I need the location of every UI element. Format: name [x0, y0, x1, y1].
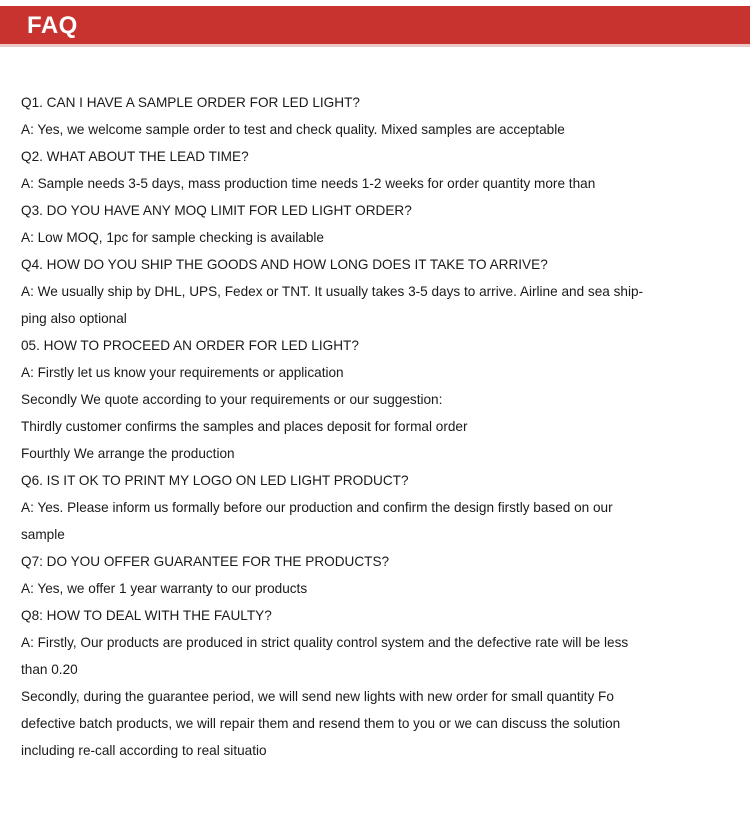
answer-7: A: Yes, we offer 1 year warranty to our products	[21, 581, 308, 596]
answer-8-line-1: A: Firstly, Our products are produced in strict quality control system and the defective rate will be less	[21, 635, 629, 650]
question-2: Q2. WHAT ABOUT THE LEAD TIME?	[21, 149, 249, 164]
answer-6-line-2: sample	[21, 527, 65, 542]
question-6: Q6. IS IT OK TO PRINT MY LOGO ON LED LIGHT PRODUCT?	[21, 473, 409, 488]
answer-8-line-4: defective batch products, we will repair them and resend them to you or we can discuss the solution	[21, 716, 621, 731]
answer-5-line-2: Secondly We quote according to your requirements or our suggestion:	[21, 392, 443, 407]
question-1: Q1. CAN I HAVE A SAMPLE ORDER FOR LED LIGHT?	[21, 95, 360, 110]
answer-4-line-1: A: We usually ship by DHL, UPS, Fedex or TNT. It usually takes 3-5 days to arrive. Airline and sea ship-	[21, 284, 644, 299]
faq-header-bar	[0, 6, 750, 47]
answer-2: A: Sample needs 3-5 days, mass production time needs 1-2 weeks for order quantity more than	[21, 176, 596, 191]
faq-body	[21, 89, 721, 764]
faq-title: FAQ	[27, 12, 78, 39]
answer-5-line-3: Thirdly customer confirms the samples and places deposit for formal order	[21, 419, 468, 434]
answer-5-line-1: A: Firstly let us know your requirements or application	[21, 365, 344, 380]
answer-1: A: Yes, we welcome sample order to test and check quality. Mixed samples are acceptable	[21, 122, 565, 137]
answer-8-line-3: Secondly, during the guarantee period, we will send new lights with new order for small quantity Fo	[21, 689, 614, 704]
question-4: Q4. HOW DO YOU SHIP THE GOODS AND HOW LONG DOES IT TAKE TO ARRIVE?	[21, 257, 548, 272]
question-3: Q3. DO YOU HAVE ANY MOQ LIMIT FOR LED LIGHT ORDER?	[21, 203, 412, 218]
answer-5-line-4: Fourthly We arrange the production	[21, 446, 235, 461]
question-8: Q8: HOW TO DEAL WITH THE FAULTY?	[21, 608, 272, 623]
answer-3: A: Low MOQ, 1pc for sample checking is available	[21, 230, 324, 245]
question-7: Q7: DO YOU OFFER GUARANTEE FOR THE PRODUCTS?	[21, 554, 390, 569]
question-5: 05. HOW TO PROCEED AN ORDER FOR LED LIGHT?	[21, 338, 359, 353]
answer-8-line-5: including re-call according to real situatio	[21, 743, 267, 758]
answer-6-line-1: A: Yes. Please inform us formally before our production and confirm the design firstly based on our	[21, 500, 613, 515]
answer-8-line-2: than 0.20	[21, 662, 78, 677]
answer-4-line-2: ping also optional	[21, 311, 127, 326]
